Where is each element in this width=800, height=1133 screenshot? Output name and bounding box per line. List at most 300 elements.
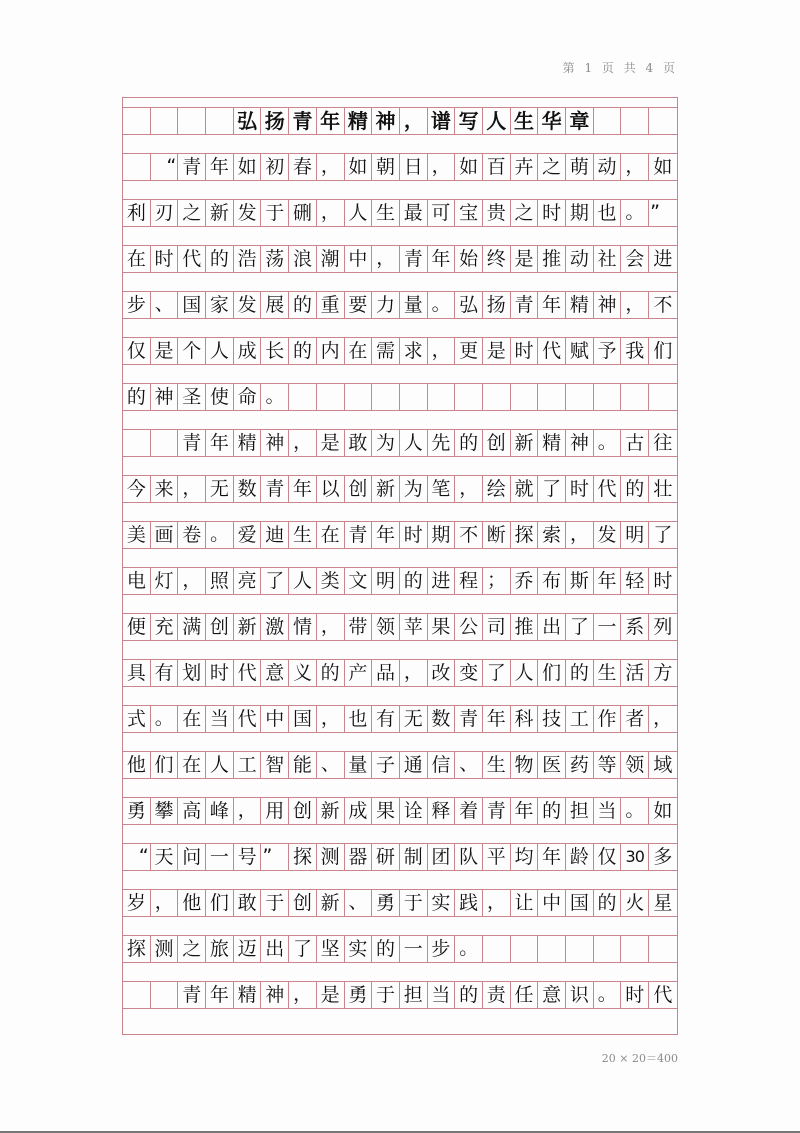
empty-grid-cell	[483, 384, 511, 410]
grid-cell: 问	[178, 844, 206, 870]
grid-cell: 峰	[206, 798, 234, 824]
grid-cell: 美	[123, 522, 151, 548]
grid-cell: 刃	[151, 200, 179, 226]
grid-cell: 意	[538, 982, 566, 1008]
grid-cell: 中	[261, 706, 289, 732]
grid-cell: 进	[653, 247, 673, 270]
grid-cell: 神	[372, 108, 400, 134]
grid-cell: 勇	[345, 982, 373, 1008]
grid-cell: ，	[317, 154, 345, 180]
grid-cell: 的	[538, 798, 566, 824]
empty-grid-cell	[483, 936, 511, 962]
grid-cell: 创	[206, 614, 234, 640]
grid-cell: 系	[621, 614, 649, 640]
grid-cell: ，	[372, 246, 400, 272]
grid-cell: 火	[621, 890, 649, 916]
grid-cell: 探	[511, 522, 539, 548]
grid-cell: 实	[428, 890, 456, 916]
grid-cell: 人	[483, 108, 511, 134]
grid-cell: 时	[653, 569, 673, 592]
grid-cell: 工	[566, 706, 594, 732]
grid-cell: 步	[428, 936, 456, 962]
grid-cell: 能	[289, 752, 317, 778]
grid-cell: 测	[151, 936, 179, 962]
grid-cell: 领	[372, 614, 400, 640]
grid-cell: 之	[178, 936, 206, 962]
empty-grid-cell	[511, 936, 539, 962]
grid-cell: 神	[566, 430, 594, 456]
grid-cell: 朝	[372, 154, 400, 180]
grid-cell: 旅	[206, 936, 234, 962]
grid-cell: 之	[178, 200, 206, 226]
grid-cell: 的	[566, 660, 594, 686]
grid-cell: 量	[400, 292, 428, 318]
grid-cell: 神	[594, 292, 622, 318]
grid-cell: 成	[234, 338, 262, 364]
grid-cell: 圣	[178, 384, 206, 410]
grid-cell: 轻	[621, 568, 649, 594]
grid-cell: 布	[538, 568, 566, 594]
grid-cell: 新	[317, 890, 345, 916]
grid-top-strip	[123, 98, 677, 107]
grid-cell: 来	[151, 476, 179, 502]
grid-cell: 青	[289, 108, 317, 134]
grid-cell: 今	[123, 476, 151, 502]
grid-cell: 。	[151, 706, 179, 732]
grid-cell: 长	[261, 338, 289, 364]
grid-cell: 探	[289, 844, 317, 870]
grid-count-label: 20 × 20＝400	[601, 1052, 678, 1065]
grid-cell: 号	[234, 844, 262, 870]
grid-cell: 生	[483, 752, 511, 778]
grid-cell: 中	[345, 246, 373, 272]
grid-cell: 生	[372, 200, 400, 226]
grid-cell: 研	[372, 844, 400, 870]
text-row	[123, 843, 677, 871]
grid-cell: 利	[123, 200, 151, 226]
grid-cell: 荡	[261, 246, 289, 272]
grid-cell: 迈	[234, 936, 262, 962]
grid-cell: “	[151, 154, 179, 180]
grid-cell: 明	[372, 568, 400, 594]
grid-cell: 贵	[483, 200, 511, 226]
grid-cell: 式	[123, 706, 151, 732]
grid-cell: 。	[455, 936, 483, 962]
empty-grid-cell	[566, 936, 594, 962]
grid-cell: ，	[653, 707, 673, 729]
grid-cell: 一	[594, 614, 622, 640]
grid-cell: 笔	[428, 476, 456, 502]
grid-cell: 方	[653, 661, 673, 684]
grid-cell: 公	[455, 614, 483, 640]
grid-cell: 在	[178, 752, 206, 778]
grid-cell: 智	[261, 752, 289, 778]
grid-cell: 、	[317, 752, 345, 778]
grid-cell: 为	[400, 476, 428, 502]
grid-cell: 当	[428, 982, 456, 1008]
grid-cell: 平	[483, 844, 511, 870]
grid-cell: 出	[261, 936, 289, 962]
grid-cell: 创	[289, 890, 317, 916]
grid-cell: 敢	[234, 890, 262, 916]
grid-cell: ，	[428, 154, 456, 180]
empty-grid-cell	[151, 108, 179, 134]
grid-cell: 的	[123, 384, 151, 410]
text-row	[123, 383, 677, 411]
grid-cell: 时	[206, 660, 234, 686]
grid-cell: 团	[428, 844, 456, 870]
grid-cell: 青	[178, 154, 206, 180]
grid-cell: 者	[621, 706, 649, 732]
grid-cell: 的	[289, 292, 317, 318]
grid-cell: 践	[455, 890, 483, 916]
grid-cell: 年	[206, 154, 234, 180]
grid-cell: 着	[455, 798, 483, 824]
grid-cell: 意	[261, 660, 289, 686]
row-gap	[123, 963, 677, 981]
grid-cell: 工	[234, 752, 262, 778]
grid-cell: 精	[345, 108, 373, 134]
text-row	[123, 889, 677, 917]
grid-cell: 之	[511, 200, 539, 226]
grid-cell: 激	[261, 614, 289, 640]
grid-cell: 神	[261, 982, 289, 1008]
grid-cell: 弘	[455, 292, 483, 318]
empty-grid-cell	[594, 936, 622, 962]
grid-cell: 在	[123, 246, 151, 272]
grid-cell: 发	[234, 292, 262, 318]
grid-cell: 年	[483, 706, 511, 732]
grid-cell: 科	[511, 706, 539, 732]
empty-grid-cell	[289, 384, 317, 410]
grid-cell: 重	[317, 292, 345, 318]
grid-cell: 斯	[566, 568, 594, 594]
empty-grid-cell	[428, 384, 456, 410]
grid-cell: 。	[594, 430, 622, 456]
text-row	[123, 429, 677, 457]
grid-cell: 代	[234, 660, 262, 686]
grid-cell: 诠	[400, 798, 428, 824]
grid-cell: 时	[538, 200, 566, 226]
empty-grid-cell	[621, 936, 649, 962]
grid-cell: 变	[455, 660, 483, 686]
grid-cell: 医	[538, 752, 566, 778]
grid-cell: 岁	[123, 890, 151, 916]
grid-cell: 仅	[594, 844, 622, 870]
grid-cell: 成	[345, 798, 373, 824]
grid-cell: 如	[234, 154, 262, 180]
grid-cell: 青	[400, 246, 428, 272]
grid-cell: ，	[178, 568, 206, 594]
grid-cell: 进	[428, 568, 456, 594]
grid-cell: 年	[538, 844, 566, 870]
text-row	[123, 475, 677, 503]
grid-cell: 司	[483, 614, 511, 640]
grid-cell: 的	[372, 936, 400, 962]
empty-grid-cell	[123, 430, 151, 456]
grid-cell: 代	[178, 246, 206, 272]
grid-cell: 要	[345, 292, 373, 318]
grid-cell: 担	[566, 798, 594, 824]
grid-cell: 也	[594, 200, 622, 226]
grid-cell: 、	[455, 752, 483, 778]
grid-cell: 爱	[234, 522, 262, 548]
grid-cell: 精	[234, 430, 262, 456]
grid-cell: 的	[206, 246, 234, 272]
text-row	[123, 337, 677, 365]
grid-cell: 。	[621, 200, 649, 226]
grid-cell: 数	[428, 706, 456, 732]
grid-cell: 硎	[289, 200, 317, 226]
grid-cell: 、	[151, 292, 179, 318]
grid-cell: 们	[653, 339, 673, 362]
grid-cell: 果	[372, 798, 400, 824]
empty-grid-cell	[649, 936, 677, 962]
row-gap	[123, 825, 677, 843]
grid-cell: 会	[621, 246, 649, 272]
grid-cell: 活	[621, 660, 649, 686]
grid-cell: 责	[483, 982, 511, 1008]
empty-grid-cell	[621, 384, 649, 410]
grid-cell: ，	[289, 430, 317, 456]
grid-cell: 展	[261, 292, 289, 318]
row-gap	[123, 135, 677, 153]
grid-cell: 等	[594, 752, 622, 778]
grid-cell: 作	[594, 706, 622, 732]
empty-grid-cell	[594, 108, 622, 134]
grid-cell: 均	[511, 844, 539, 870]
grid-cell: 家	[206, 292, 234, 318]
grid-cell: 的	[621, 476, 649, 502]
grid-cell: 一	[206, 844, 234, 870]
grid-cell: 新	[206, 200, 234, 226]
grid-cell: ，	[178, 476, 206, 502]
empty-grid-cell	[151, 982, 179, 1008]
grid-cell: 的	[455, 430, 483, 456]
grid-cell: 生	[289, 522, 317, 548]
grid-cell: ，	[289, 982, 317, 1008]
grid-cell: 满	[178, 614, 206, 640]
grid-cell: ，	[317, 706, 345, 732]
row-gap	[123, 411, 677, 429]
manuscript-grid	[122, 97, 678, 1035]
empty-grid-cell	[538, 936, 566, 962]
grid-cell: 青	[178, 430, 206, 456]
empty-grid-cell	[206, 108, 234, 134]
grid-cell: 生	[511, 108, 539, 134]
grid-cell: 代	[538, 338, 566, 364]
grid-cell: 新	[511, 430, 539, 456]
grid-cell: 他	[178, 890, 206, 916]
text-row	[123, 291, 677, 319]
grid-cell: 于	[261, 200, 289, 226]
grid-cell: ，	[151, 890, 179, 916]
grid-cell: 领	[621, 752, 649, 778]
grid-cell: 星	[653, 891, 673, 914]
grid-cell: 推	[538, 246, 566, 272]
grid-cell: 是	[151, 338, 179, 364]
grid-cell: 域	[653, 753, 673, 776]
grid-cell: 新	[234, 614, 262, 640]
grid-cell: 。	[261, 384, 289, 410]
grid-cell: 于	[372, 982, 400, 1008]
text-row	[123, 705, 677, 733]
grid-cell: 如	[345, 154, 373, 180]
text-row	[123, 659, 677, 687]
grid-cell: 果	[428, 614, 456, 640]
grid-cell: 了	[538, 476, 566, 502]
grid-cell: 谱	[428, 108, 456, 134]
grid-cell: 青	[483, 798, 511, 824]
grid-cell: 步	[123, 292, 151, 318]
grid-cell: 命	[234, 384, 262, 410]
grid-cell: 章	[566, 108, 594, 134]
grid-cell: 扬	[483, 292, 511, 318]
empty-grid-cell	[594, 384, 622, 410]
grid-cell: 新	[372, 476, 400, 502]
text-row	[123, 245, 677, 273]
row-gap	[123, 319, 677, 337]
grid-cell: 索	[538, 522, 566, 548]
grid-cell: 绘	[483, 476, 511, 502]
grid-cell: 时	[400, 522, 428, 548]
grid-cell: 代	[594, 476, 622, 502]
grid-cell: 社	[594, 246, 622, 272]
grid-cell: 我	[621, 338, 649, 364]
text-row	[123, 935, 677, 963]
row-gap	[123, 365, 677, 383]
grid-cell: ，	[400, 108, 428, 134]
grid-cell: 人	[511, 660, 539, 686]
grid-cell: 迪	[261, 522, 289, 548]
row-gap	[123, 503, 677, 521]
empty-grid-cell	[151, 430, 179, 456]
grid-cell: 30	[621, 844, 649, 870]
grid-cell: 。	[206, 522, 234, 548]
grid-cell: 器	[345, 844, 373, 870]
empty-grid-cell	[123, 154, 151, 180]
grid-cell: 。	[594, 982, 622, 1008]
grid-cell: 期	[428, 522, 456, 548]
grid-cell: ，	[455, 476, 483, 502]
grid-cell: 最	[400, 200, 428, 226]
text-row	[123, 199, 677, 227]
grid-cell: 当	[594, 798, 622, 824]
empty-grid-cell	[649, 108, 677, 134]
grid-cell: 中	[538, 890, 566, 916]
grid-cell: 制	[400, 844, 428, 870]
grid-cell: 队	[455, 844, 483, 870]
grid-cell: 的	[289, 338, 317, 364]
grid-cell: 义	[289, 660, 317, 686]
grid-cell: 以	[317, 476, 345, 502]
grid-cell: 壮	[653, 477, 673, 500]
grid-cell: 终	[483, 246, 511, 272]
grid-cell: 时	[511, 338, 539, 364]
grid-cell: 如	[653, 799, 673, 822]
grid-cell: 求	[400, 338, 428, 364]
grid-cell: 的	[455, 982, 483, 1008]
grid-cell: 卷	[178, 522, 206, 548]
grid-cell: 。	[428, 292, 456, 318]
grid-cell: 华	[538, 108, 566, 134]
grid-cell: 推	[511, 614, 539, 640]
text-row	[123, 797, 677, 825]
grid-cell: 技	[538, 706, 566, 732]
grid-rows	[123, 107, 677, 1017]
row-gap	[123, 549, 677, 567]
grid-cell: 不	[653, 293, 673, 316]
grid-cell: 创	[345, 476, 373, 502]
row-gap	[123, 181, 677, 199]
grid-cell: 坚	[317, 936, 345, 962]
grid-cell: 浩	[234, 246, 262, 272]
grid-cell: 的	[317, 660, 345, 686]
empty-grid-cell	[123, 982, 151, 1008]
grid-cell: 宝	[455, 200, 483, 226]
grid-cell: 列	[653, 615, 673, 638]
grid-cell: 类	[317, 568, 345, 594]
grid-cell: 了	[566, 614, 594, 640]
grid-cell: 年	[206, 982, 234, 1008]
grid-cell: 灯	[151, 568, 179, 594]
grid-cell: 如	[455, 154, 483, 180]
row-gap	[123, 871, 677, 889]
grid-cell: 程	[455, 568, 483, 594]
grid-cell: 们	[538, 660, 566, 686]
grid-cell: 量	[345, 752, 373, 778]
text-row	[123, 613, 677, 641]
row-gap	[123, 273, 677, 291]
grid-cell: 照	[206, 568, 234, 594]
grid-cell: 产	[345, 660, 373, 686]
grid-cell: 神	[261, 430, 289, 456]
grid-cell: 了	[653, 523, 673, 546]
text-row	[123, 751, 677, 779]
grid-cell: 也	[345, 706, 373, 732]
grid-cell: 药	[566, 752, 594, 778]
grid-cell: ”	[261, 844, 289, 870]
grid-cell: 实	[345, 936, 373, 962]
grid-cell: ，	[566, 522, 594, 548]
empty-grid-cell	[372, 384, 400, 410]
empty-grid-cell	[178, 108, 206, 134]
grid-cell: 划	[178, 660, 206, 686]
grid-cell: 代	[234, 706, 262, 732]
grid-cell: ，	[234, 798, 262, 824]
title-row	[123, 107, 677, 135]
grid-cell: 年	[428, 246, 456, 272]
grid-cell: 生	[594, 660, 622, 686]
grid-cell: 仅	[123, 338, 151, 364]
grid-cell: 时	[621, 982, 649, 1008]
row-gap	[123, 779, 677, 797]
grid-cell: 他	[123, 752, 151, 778]
grid-cell: 年	[206, 430, 234, 456]
grid-cell: 人	[400, 430, 428, 456]
empty-grid-cell	[317, 384, 345, 410]
grid-cell: 青	[511, 292, 539, 318]
grid-cell: ”	[650, 201, 660, 223]
grid-cell: 亮	[234, 568, 262, 594]
grid-cell: 力	[372, 292, 400, 318]
grid-cell: 通	[400, 752, 428, 778]
grid-cell: 人	[289, 568, 317, 594]
grid-cell: 时	[151, 246, 179, 272]
grid-cell: 往	[653, 431, 673, 454]
grid-cell: 断	[483, 522, 511, 548]
empty-grid-cell	[345, 384, 373, 410]
